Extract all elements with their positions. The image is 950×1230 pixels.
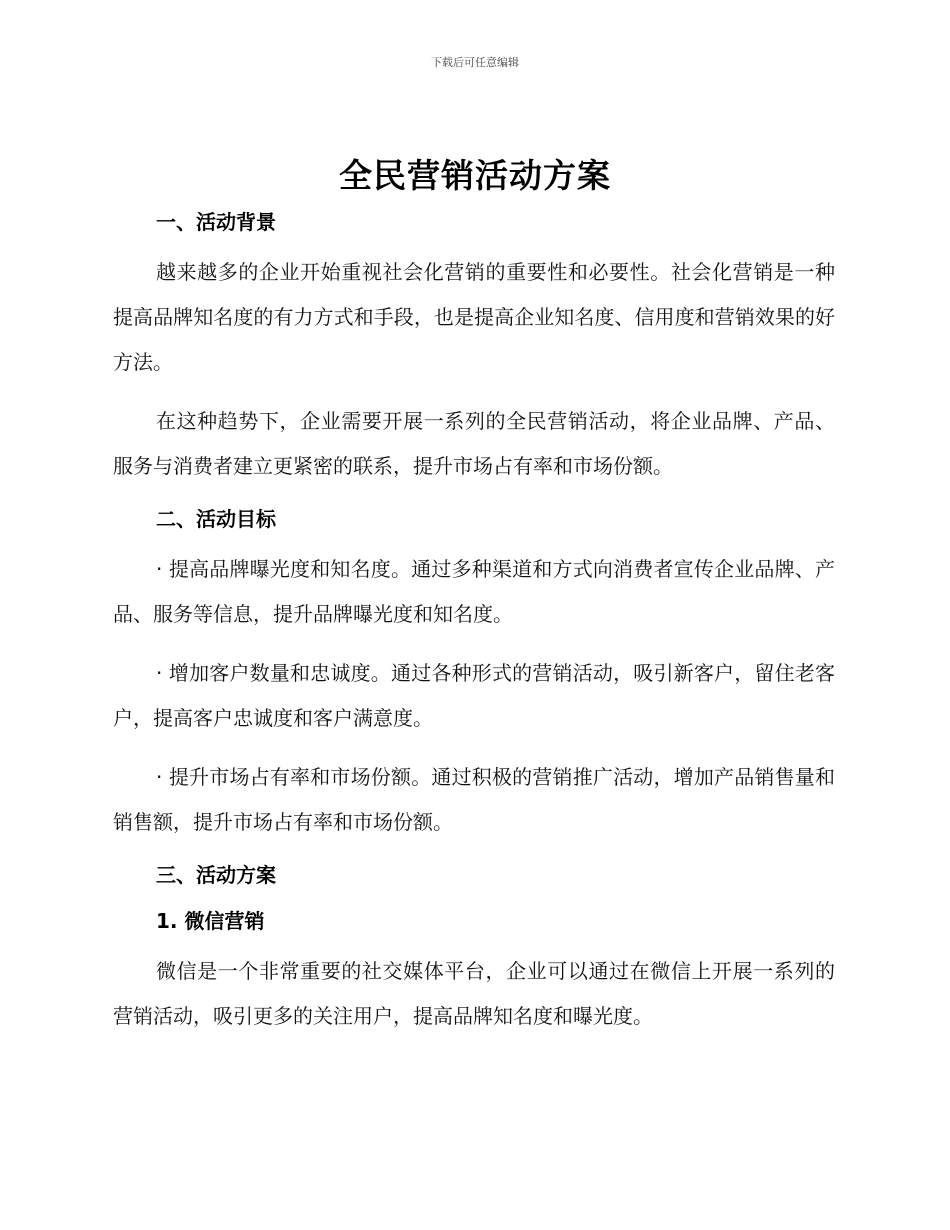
section-heading-background: 一、活动背景 — [156, 210, 276, 234]
subsection-heading-wechat: 1. 微信营销 — [156, 909, 265, 933]
goal-item: · 提升市场占有率和市场份额。通过积极的营销推广活动，增加产品销售量和销售额，提升市场占有率和市场份额。 — [113, 765, 835, 834]
paragraph: 在这种趋势下，企业需要开展一系列的全民营销活动，将企业品牌、产品、服务与消费者建立更紧密的联系，提升市场占有率和市场份额。 — [113, 409, 835, 478]
goal-item: · 提高品牌曝光度和知名度。通过多种渠道和方式向消费者宣传企业品牌、产品、服务等信息，提升品牌曝光度和知名度。 — [113, 557, 835, 626]
document-body — [113, 206, 835, 1039]
header-note: 下载后可任意编辑 — [431, 56, 519, 69]
section-heading-goals: 二、活动目标 — [156, 507, 276, 531]
paragraph: 微信是一个非常重要的社交媒体平台，企业可以通过在微信上开展一系列的营销活动，吸引更多的关注用户，提高品牌知名度和曝光度。 — [113, 959, 835, 1028]
document-title: 全民营销活动方案 — [339, 156, 611, 195]
section-heading-plan: 三、活动方案 — [156, 863, 276, 887]
paragraph: 越来越多的企业开始重视社会化营销的重要性和必要性。社会化营销是一种提高品牌知名度的有力方式和手段，也是提高企业知名度、信用度和营销效果的好方法。 — [113, 260, 835, 374]
goal-item: · 增加客户数量和忠诚度。通过各种形式的营销活动，吸引新客户，留住老客户，提高客户忠诚度和客户满意度。 — [113, 661, 835, 730]
